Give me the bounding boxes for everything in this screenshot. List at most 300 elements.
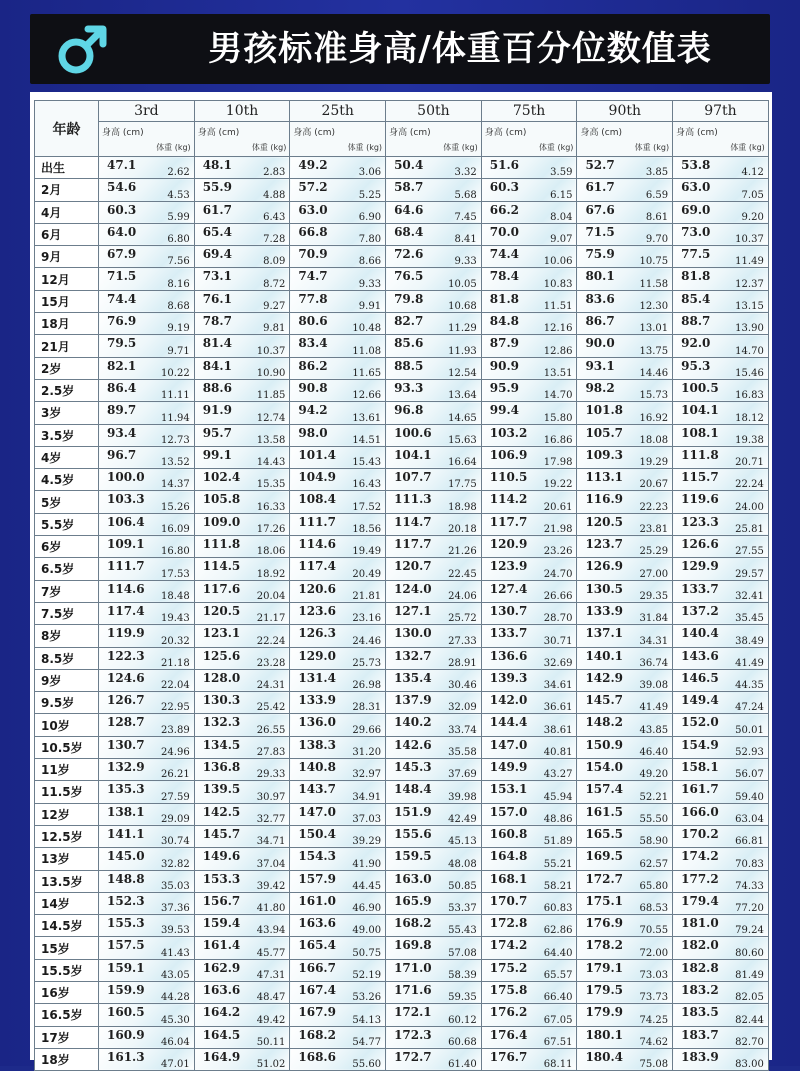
weight-value: 11.08: [352, 345, 382, 357]
value-cell: [290, 580, 386, 602]
height-value: 156.7: [202, 893, 241, 908]
weight-unit-label: 体重 (kg): [347, 143, 383, 152]
value-cell: [194, 513, 290, 535]
weight-value: 34.91: [352, 791, 382, 803]
weight-value: 18.48: [161, 590, 190, 602]
value-cell: [481, 1048, 577, 1070]
weight-value: 57.08: [448, 947, 477, 959]
weight-value: 10.37: [256, 345, 286, 357]
value-cell: [481, 491, 577, 513]
height-value: 88.6: [202, 380, 232, 395]
weight-value: 10.90: [256, 367, 286, 379]
height-value: 136.6: [489, 648, 528, 663]
weight-value: 32.41: [735, 590, 764, 602]
age-label: 17岁: [35, 1026, 99, 1048]
value-cell: [386, 1048, 482, 1070]
table-row: [35, 536, 769, 558]
weight-value: 58.39: [448, 969, 477, 981]
weight-value: 13.15: [735, 301, 764, 313]
value-cell: [673, 714, 769, 736]
weight-value: 48.86: [543, 813, 573, 825]
height-value: 78.7: [202, 314, 232, 329]
height-value: 154.3: [298, 849, 336, 864]
value-cell: [577, 313, 673, 335]
value-cell: [481, 870, 577, 892]
value-cell: [99, 959, 195, 981]
value-cell: [386, 1026, 482, 1048]
weight-value: 46.90: [352, 903, 382, 915]
weight-value: 2.83: [263, 167, 286, 179]
title-bar: [30, 14, 770, 84]
height-value: 57.2: [298, 180, 328, 195]
male-symbol-icon: [54, 22, 112, 78]
weight-value: 19.29: [639, 457, 669, 469]
height-value: 144.4: [489, 715, 528, 730]
weight-value: 41.43: [161, 947, 190, 959]
weight-value: 7.80: [358, 234, 382, 246]
weight-value: 6.43: [263, 211, 286, 223]
height-value: 113.1: [585, 470, 624, 485]
value-cell: [194, 446, 290, 468]
value-cell: [481, 201, 577, 223]
weight-value: 17.75: [448, 479, 477, 491]
weight-value: 42.49: [448, 813, 477, 825]
table-row: [35, 313, 769, 335]
weight-value: 26.21: [161, 769, 190, 781]
value-cell: [481, 513, 577, 535]
height-value: 176.2: [489, 1005, 528, 1020]
value-cell: [290, 915, 386, 937]
weight-value: 32.82: [161, 858, 190, 870]
value-cell: [481, 335, 577, 357]
weight-value: 50.01: [735, 724, 764, 736]
height-value: 159.5: [394, 849, 432, 864]
value-cell: [481, 268, 577, 290]
height-value: 174.2: [489, 938, 528, 953]
weight-value: 10.05: [448, 278, 477, 290]
height-value: 82.1: [107, 358, 137, 373]
height-value: 127.1: [394, 603, 432, 618]
weight-value: 60.83: [543, 903, 573, 915]
value-cell: [577, 491, 673, 513]
height-value: 103.2: [489, 425, 528, 440]
value-cell: [290, 1026, 386, 1048]
height-value: 137.9: [394, 693, 432, 708]
height-value: 102.4: [202, 470, 241, 485]
value-cell: [577, 1004, 673, 1026]
height-value: 164.9: [202, 1049, 241, 1064]
value-cell: [673, 157, 769, 179]
height-value: 164.2: [202, 1005, 241, 1020]
height-value: 77.5: [681, 247, 711, 262]
height-value: 104.1: [394, 447, 432, 462]
height-value: 174.2: [681, 849, 719, 864]
unit-subheader: [673, 122, 769, 157]
weight-value: 18.56: [352, 524, 382, 536]
height-value: 157.5: [107, 938, 145, 953]
value-cell: [99, 580, 195, 602]
height-value: 100.6: [394, 425, 432, 440]
weight-value: 16.33: [256, 501, 286, 513]
height-value: 160.5: [107, 1005, 145, 1020]
age-label: 7.5岁: [35, 602, 99, 624]
value-cell: [577, 469, 673, 491]
value-cell: [290, 1048, 386, 1070]
value-cell: [386, 313, 482, 335]
height-value: 148.2: [585, 715, 624, 730]
value-cell: [194, 268, 290, 290]
weight-value: 11.11: [161, 390, 190, 402]
weight-value: 36.74: [639, 657, 669, 669]
value-cell: [99, 781, 195, 803]
weight-value: 13.51: [543, 367, 573, 379]
height-value: 168.1: [489, 871, 528, 886]
height-value: 51.6: [489, 158, 519, 172]
height-value: 66.2: [489, 202, 519, 217]
weight-value: 82.70: [735, 1036, 764, 1048]
height-value: 172.7: [585, 871, 624, 886]
value-cell: [386, 379, 482, 401]
height-value: 130.5: [585, 581, 624, 596]
height-value: 90.0: [585, 336, 615, 351]
table-row: [35, 1048, 769, 1070]
height-value: 140.8: [298, 760, 336, 775]
weight-value: 12.30: [639, 301, 669, 313]
value-cell: [99, 602, 195, 624]
age-label: 3岁: [35, 402, 99, 424]
weight-value: 27.55: [735, 546, 764, 558]
age-label: 2岁: [35, 357, 99, 379]
weight-value: 80.60: [735, 947, 764, 959]
height-value: 70.9: [298, 247, 328, 262]
height-value: 180.1: [585, 1027, 624, 1042]
height-value: 103.3: [107, 492, 145, 507]
value-cell: [99, 625, 195, 647]
table-row: [35, 357, 769, 379]
value-cell: [481, 892, 577, 914]
value-cell: [386, 692, 482, 714]
age-label: 8岁: [35, 625, 99, 647]
height-value: 179.4: [681, 893, 719, 908]
height-value: 170.7: [489, 893, 528, 908]
weight-value: 47.01: [161, 1059, 190, 1071]
age-label: 4岁: [35, 446, 99, 468]
value-cell: [673, 736, 769, 758]
value-cell: [99, 937, 195, 959]
value-cell: [673, 424, 769, 446]
weight-value: 25.73: [352, 657, 382, 669]
height-unit-label: 身高 (cm): [293, 128, 335, 138]
value-cell: [194, 803, 290, 825]
value-cell: [290, 736, 386, 758]
value-cell: [290, 602, 386, 624]
height-value: 49.2: [298, 158, 328, 172]
height-value: 76.5: [394, 269, 424, 284]
age-label: 7岁: [35, 580, 99, 602]
height-value: 109.3: [585, 447, 624, 462]
height-value: 149.6: [202, 849, 241, 864]
age-label: 14岁: [35, 892, 99, 914]
weight-value: 3.06: [358, 167, 382, 179]
table-row: [35, 959, 769, 981]
height-value: 153.1: [489, 782, 528, 797]
weight-value: 11.65: [352, 367, 382, 379]
value-cell: [290, 223, 386, 245]
value-cell: [194, 469, 290, 491]
height-value: 71.5: [107, 269, 137, 284]
height-value: 161.0: [298, 893, 336, 908]
height-value: 117.4: [107, 603, 145, 618]
value-cell: [194, 402, 290, 424]
weight-value: 34.61: [543, 680, 573, 692]
weight-value: 37.69: [448, 769, 477, 781]
height-value: 145.7: [202, 826, 241, 841]
value-cell: [481, 290, 577, 312]
age-label: 10岁: [35, 714, 99, 736]
value-cell: [577, 892, 673, 914]
value-cell: [481, 424, 577, 446]
weight-value: 50.85: [448, 880, 477, 892]
height-value: 172.1: [394, 1005, 432, 1020]
value-cell: [673, 536, 769, 558]
table-row: [35, 290, 769, 312]
height-value: 141.1: [107, 826, 145, 841]
weight-value: 70.55: [639, 925, 669, 937]
weight-value: 41.49: [735, 657, 764, 669]
value-cell: [481, 446, 577, 468]
height-value: 76.1: [202, 291, 232, 306]
weight-value: 15.63: [448, 434, 477, 446]
weight-value: 13.90: [735, 323, 764, 335]
height-value: 79.8: [394, 291, 424, 306]
age-label: 16岁: [35, 981, 99, 1003]
weight-value: 55.50: [639, 813, 669, 825]
height-value: 161.3: [107, 1049, 145, 1064]
height-value: 101.8: [585, 403, 624, 418]
value-cell: [386, 357, 482, 379]
value-cell: [481, 223, 577, 245]
height-value: 96.8: [394, 403, 424, 418]
value-cell: [673, 580, 769, 602]
value-cell: [577, 536, 673, 558]
value-cell: [481, 669, 577, 691]
height-value: 119.9: [107, 626, 145, 641]
height-value: 143.6: [681, 648, 719, 663]
weight-value: 81.49: [735, 969, 764, 981]
value-cell: [481, 179, 577, 201]
value-cell: [577, 1048, 673, 1070]
weight-value: 21.26: [448, 546, 477, 558]
value-cell: [99, 469, 195, 491]
height-value: 168.6: [298, 1049, 336, 1064]
value-cell: [481, 246, 577, 268]
height-value: 183.9: [681, 1049, 719, 1064]
value-cell: [99, 1004, 195, 1026]
table-row: [35, 892, 769, 914]
height-value: 120.5: [585, 514, 624, 529]
weight-value: 20.67: [639, 479, 669, 491]
percentile-header: 50th: [386, 101, 482, 122]
weight-value: 41.80: [256, 903, 286, 915]
weight-value: 39.53: [161, 925, 190, 937]
value-cell: [99, 157, 195, 179]
height-unit-label: 身高 (cm): [580, 128, 623, 138]
weight-value: 9.20: [741, 211, 764, 223]
weight-value: 23.26: [543, 546, 573, 558]
table-row: [35, 781, 769, 803]
value-cell: [673, 335, 769, 357]
height-value: 76.9: [107, 314, 137, 329]
weight-value: 20.18: [448, 524, 477, 536]
height-value: 138.3: [298, 737, 336, 752]
height-value: 128.7: [107, 715, 145, 730]
value-cell: [481, 848, 577, 870]
weight-value: 16.09: [161, 524, 190, 536]
value-cell: [194, 179, 290, 201]
weight-value: 32.69: [543, 657, 573, 669]
height-value: 133.9: [298, 693, 336, 708]
age-label: 2.5岁: [35, 379, 99, 401]
height-value: 138.1: [107, 804, 145, 819]
value-cell: [290, 981, 386, 1003]
value-cell: [673, 290, 769, 312]
table-row: [35, 379, 769, 401]
value-cell: [577, 290, 673, 312]
height-value: 88.7: [681, 314, 711, 329]
height-value: 98.2: [585, 380, 615, 395]
percentile-header: 25th: [290, 101, 386, 122]
weight-value: 15.73: [639, 390, 669, 402]
value-cell: [577, 714, 673, 736]
weight-value: 82.05: [735, 992, 764, 1004]
height-value: 111.8: [202, 537, 241, 552]
weight-value: 10.48: [352, 323, 382, 335]
height-value: 98.0: [298, 425, 328, 440]
height-value: 93.3: [394, 380, 424, 395]
height-value: 73.0: [681, 224, 711, 239]
weight-value: 19.22: [543, 479, 573, 491]
value-cell: [386, 223, 482, 245]
height-value: 123.3: [681, 514, 719, 529]
weight-value: 67.05: [543, 1014, 573, 1026]
weight-value: 39.42: [256, 880, 286, 892]
weight-unit-label: 体重 (kg): [538, 143, 574, 152]
value-cell: [99, 692, 195, 714]
age-label: 13.5岁: [35, 870, 99, 892]
weight-value: 9.33: [454, 256, 477, 268]
value-cell: [290, 647, 386, 669]
height-value: 178.2: [585, 938, 624, 953]
height-value: 135.4: [394, 670, 432, 685]
weight-value: 67.51: [543, 1036, 573, 1048]
value-cell: [99, 848, 195, 870]
weight-value: 41.90: [352, 858, 382, 870]
weight-value: 12.73: [161, 434, 190, 446]
weight-value: 10.75: [639, 256, 669, 268]
value-cell: [290, 179, 386, 201]
weight-value: 4.12: [741, 167, 764, 179]
weight-value: 51.02: [256, 1059, 286, 1071]
table-row: [35, 736, 769, 758]
value-cell: [673, 981, 769, 1003]
height-value: 130.3: [202, 693, 241, 708]
height-value: 136.0: [298, 715, 336, 730]
weight-value: 49.00: [352, 925, 382, 937]
value-cell: [99, 335, 195, 357]
weight-value: 23.16: [352, 613, 382, 625]
height-value: 80.6: [298, 314, 328, 329]
height-value: 157.9: [298, 871, 336, 886]
weight-value: 55.60: [352, 1059, 382, 1071]
value-cell: [386, 848, 482, 870]
value-cell: [194, 491, 290, 513]
age-label: 5岁: [35, 491, 99, 513]
weight-value: 35.03: [161, 880, 190, 892]
height-value: 182.8: [681, 960, 719, 975]
weight-value: 22.23: [639, 501, 669, 513]
weight-value: 29.66: [352, 724, 382, 736]
weight-value: 9.71: [167, 345, 190, 357]
weight-unit-label: 体重 (kg): [730, 143, 765, 152]
height-value: 60.3: [489, 180, 519, 195]
weight-value: 41.49: [639, 702, 669, 714]
value-cell: [673, 848, 769, 870]
value-cell: [386, 513, 482, 535]
height-value: 70.0: [489, 224, 519, 239]
weight-value: 16.64: [448, 457, 477, 469]
value-cell: [386, 647, 482, 669]
weight-value: 39.08: [639, 680, 669, 692]
height-value: 84.8: [489, 314, 519, 329]
weight-value: 15.43: [352, 457, 382, 469]
weight-value: 30.74: [161, 836, 190, 848]
table-row: [35, 223, 769, 245]
height-value: 137.1: [585, 626, 624, 641]
weight-value: 34.31: [639, 635, 669, 647]
value-cell: [99, 870, 195, 892]
height-value: 114.5: [202, 559, 241, 574]
height-value: 183.7: [681, 1027, 719, 1042]
weight-value: 23.28: [256, 657, 286, 669]
height-value: 74.4: [107, 291, 137, 306]
height-value: 99.4: [489, 403, 519, 418]
height-value: 65.4: [202, 224, 232, 239]
weight-value: 22.24: [735, 479, 764, 491]
value-cell: [99, 714, 195, 736]
value-cell: [577, 424, 673, 446]
value-cell: [577, 201, 673, 223]
height-value: 154.0: [585, 760, 624, 775]
height-unit-label: 身高 (cm): [484, 128, 527, 138]
height-value: 164.8: [489, 849, 528, 864]
weight-value: 7.28: [263, 234, 286, 246]
weight-value: 20.32: [161, 635, 190, 647]
height-value: 126.6: [681, 537, 719, 552]
weight-value: 55.43: [448, 925, 477, 937]
height-value: 117.6: [202, 581, 241, 596]
weight-value: 12.86: [543, 345, 573, 357]
age-label: 9岁: [35, 669, 99, 691]
value-cell: [194, 536, 290, 558]
table-row: [35, 848, 769, 870]
weight-value: 20.71: [735, 457, 764, 469]
weight-value: 37.04: [256, 858, 286, 870]
value-cell: [194, 825, 290, 847]
height-value: 123.9: [489, 559, 528, 574]
weight-value: 19.43: [161, 613, 190, 625]
height-value: 126.9: [585, 559, 624, 574]
weight-value: 12.54: [448, 367, 477, 379]
